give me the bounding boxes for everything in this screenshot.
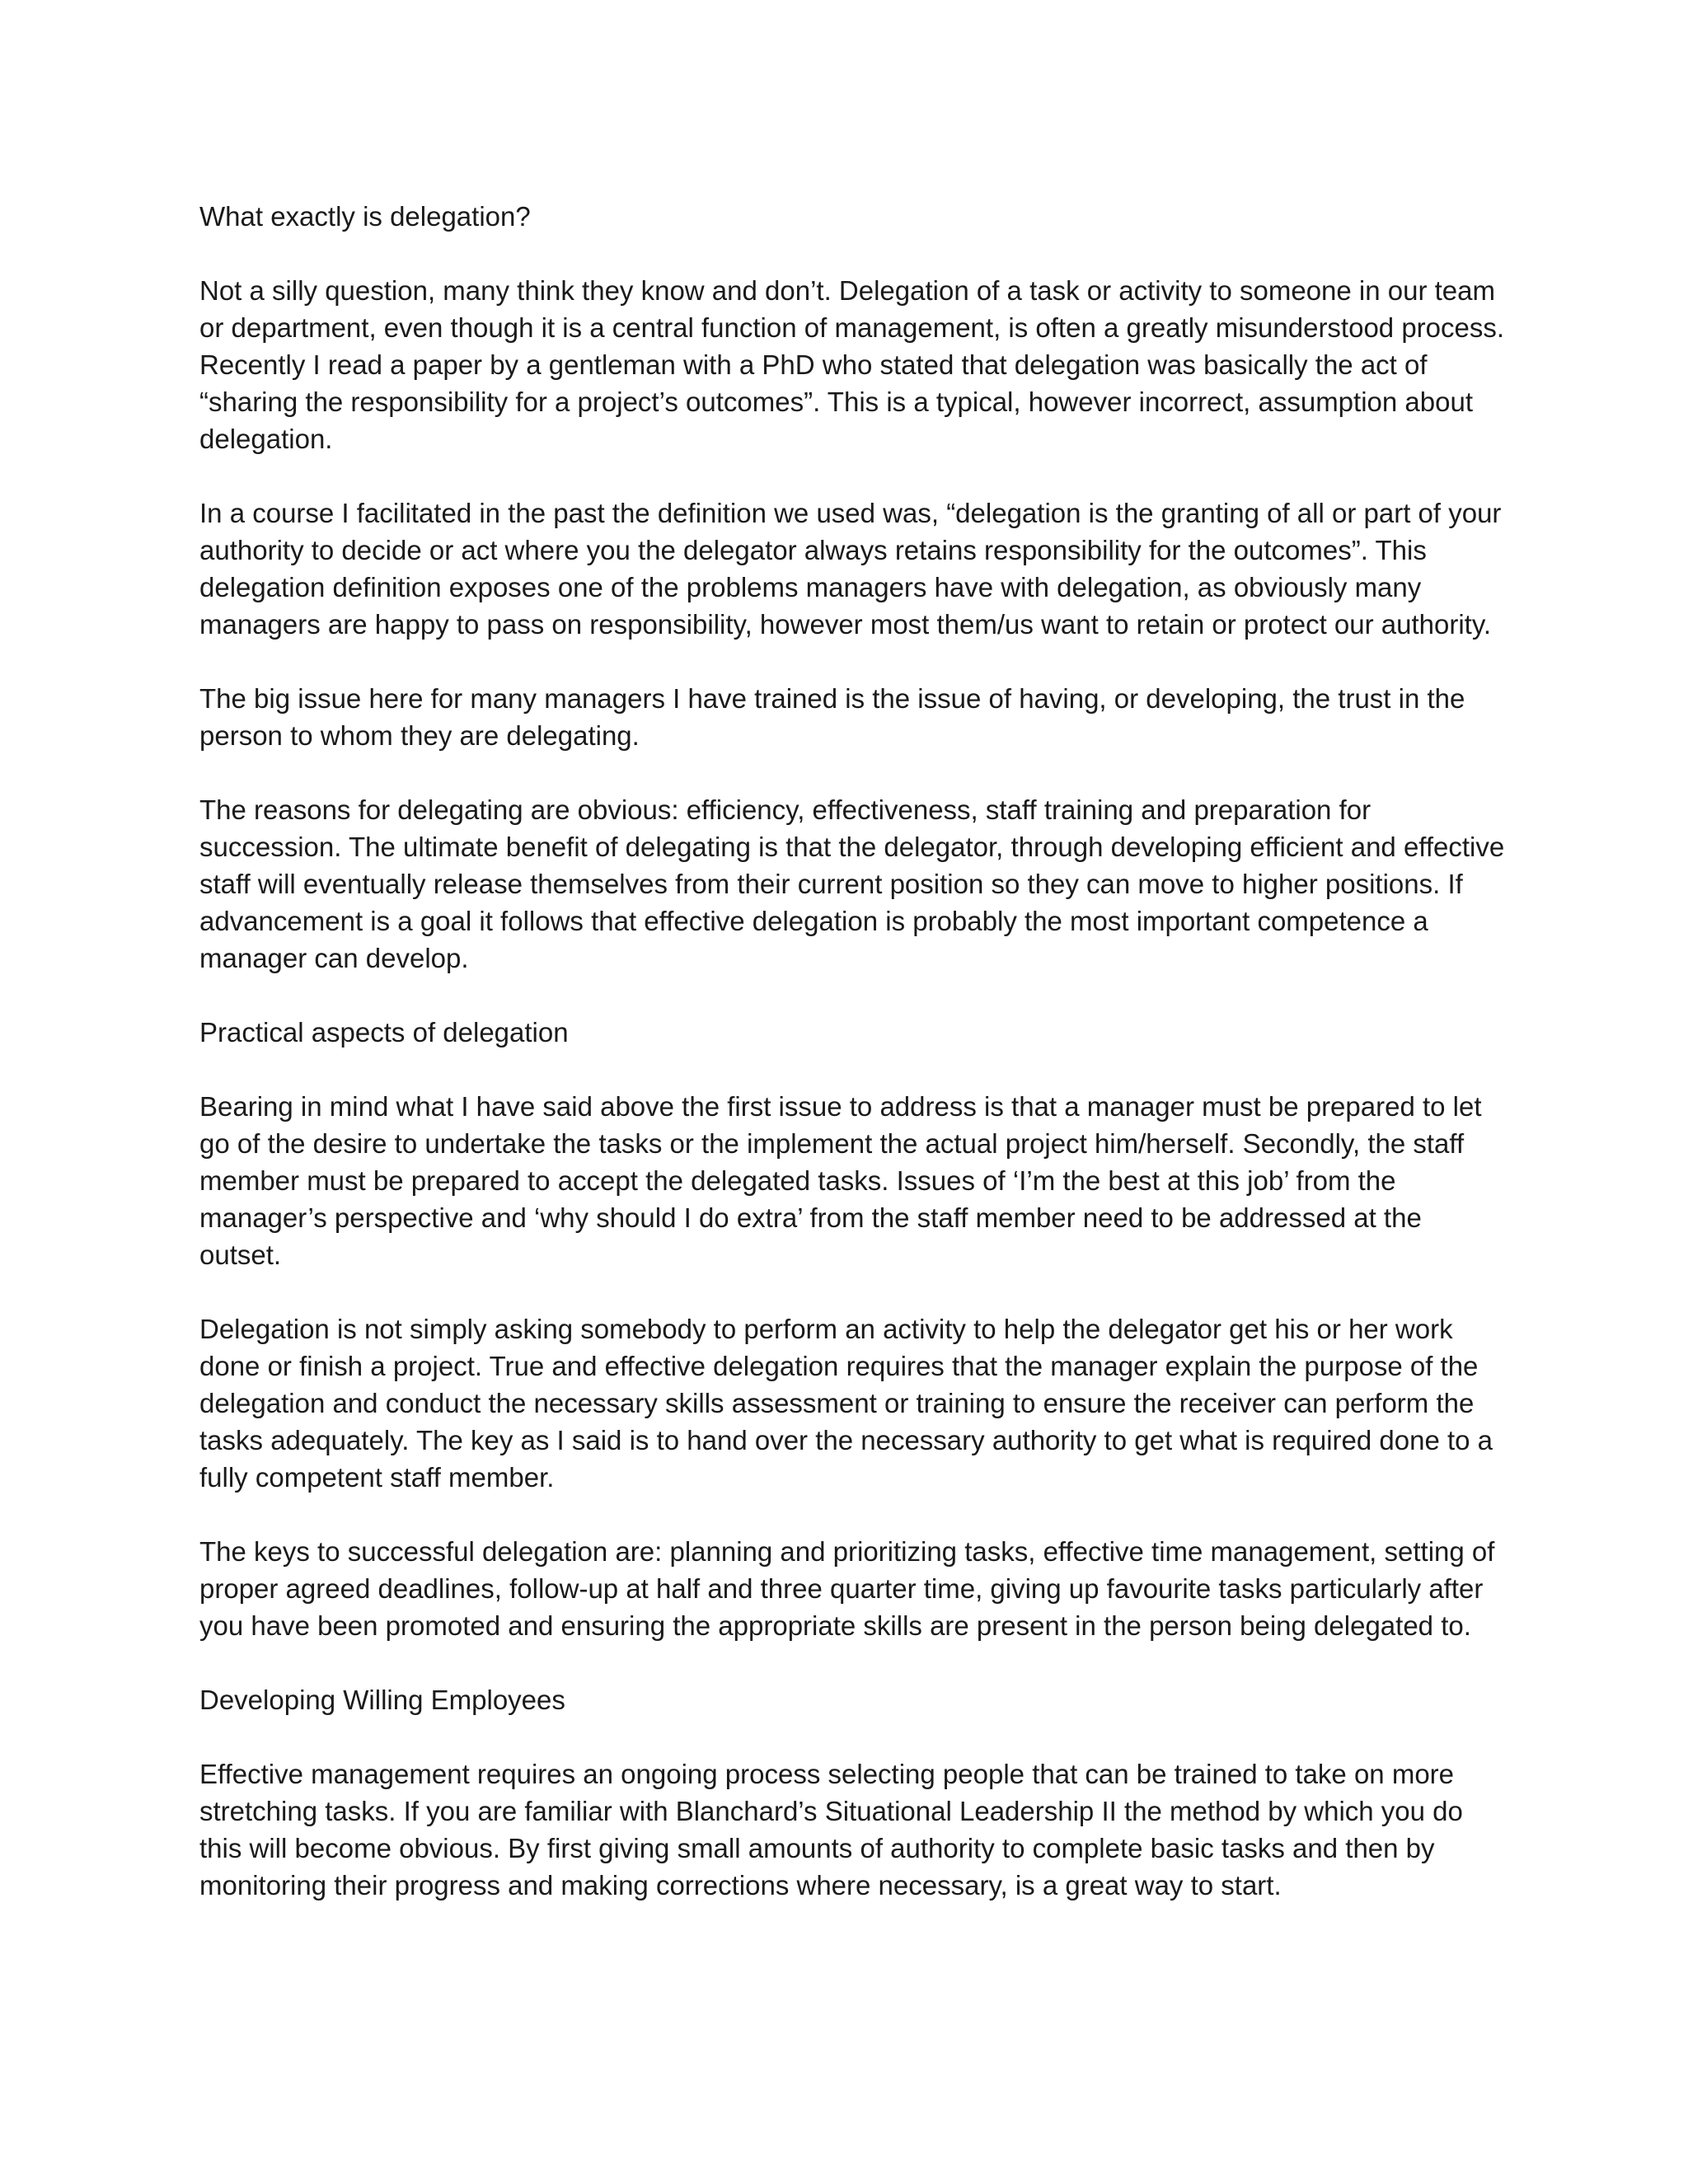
document-title: What exactly is delegation? [199, 201, 531, 232]
paragraph-3: The big issue here for many managers I have trained is the issue of having, or developing, the trust in the person to whom they are delegating. [199, 683, 1465, 751]
heading-developing-employees: Developing Willing Employees [199, 1685, 565, 1715]
paragraph-8: Effective management requires an ongoing process selecting people that can be trained to take on more stretching tasks. If you are familiar with Blanchard’s Situational Leadership II the method by which you do this will become obvious. By first giving small amounts of authority to complete basic tasks and then by monitoring their progress and making corrections where necessary, is a great way to start. [199, 1759, 1463, 1900]
heading-practical-aspects: Practical aspects of delegation [199, 1017, 569, 1047]
paragraph-4: The reasons for delegating are obvious: efficiency, effectiveness, staff training and preparation for succession. The ultimate benefit of delegating is that the delegator, through developing efficient and effective staff will eventually release themselves from their current position so they can move to higher positions. If advancement is a goal it follows that effective delegation is probably the most important competence a manager can develop. [199, 794, 1505, 973]
paragraph-2: In a course I facilitated in the past the definition we used was, “delegation is the granting of all or part of your authority to decide or act where you the delegator always retains responsibility for the outcomes”. This delegation definition exposes one of the problems managers have with delegation, as obviously many managers are happy to pass on responsibility, however most them/us want to retain or protect our authority. [199, 498, 1502, 640]
paragraph-7: The keys to successful delegation are: planning and prioritizing tasks, effective time management, setting of proper agreed deadlines, follow-up at half and three quarter time, giving up favourite tasks particularly after you have been promoted and ensuring the appropriate skills are present in the person being delegated to. [199, 1536, 1495, 1641]
paragraph-6: Delegation is not simply asking somebody to perform an activity to help the delegator get his or her work done or finish a project. True and effective delegation requires that the manager explain the purpose of the delegation and conduct the necessary skills assessment or training to ensure the receiver can perform the tasks adequately. The key as I said is to hand over the necessary authority to get what is required done to a fully competent staff member. [199, 1314, 1493, 1493]
paragraph-5: Bearing in mind what I have said above the first issue to address is that a manager must be prepared to let go of the desire to undertake the tasks or the implement the actual project him/herself. Secondly, the staff member must be prepared to accept the delegated tasks. Issues of ‘I’m the best at this job’ from the manager’s perspective and ‘why should I do extra’ from the staff member need to be addressed at the outset. [199, 1091, 1482, 1270]
document-body [199, 198, 1506, 1904]
paragraph-1: Not a silly question, many think they know and don’t. Delegation of a task or activity to someone in our team or department, even though it is a central function of management, is often a greatly misunderstood process. Recently I read a paper by a gentleman with a PhD who stated that delegation was basically the act of “sharing the responsibility for a project’s outcomes”. This is a typical, however incorrect, assumption about delegation. [199, 275, 1505, 454]
